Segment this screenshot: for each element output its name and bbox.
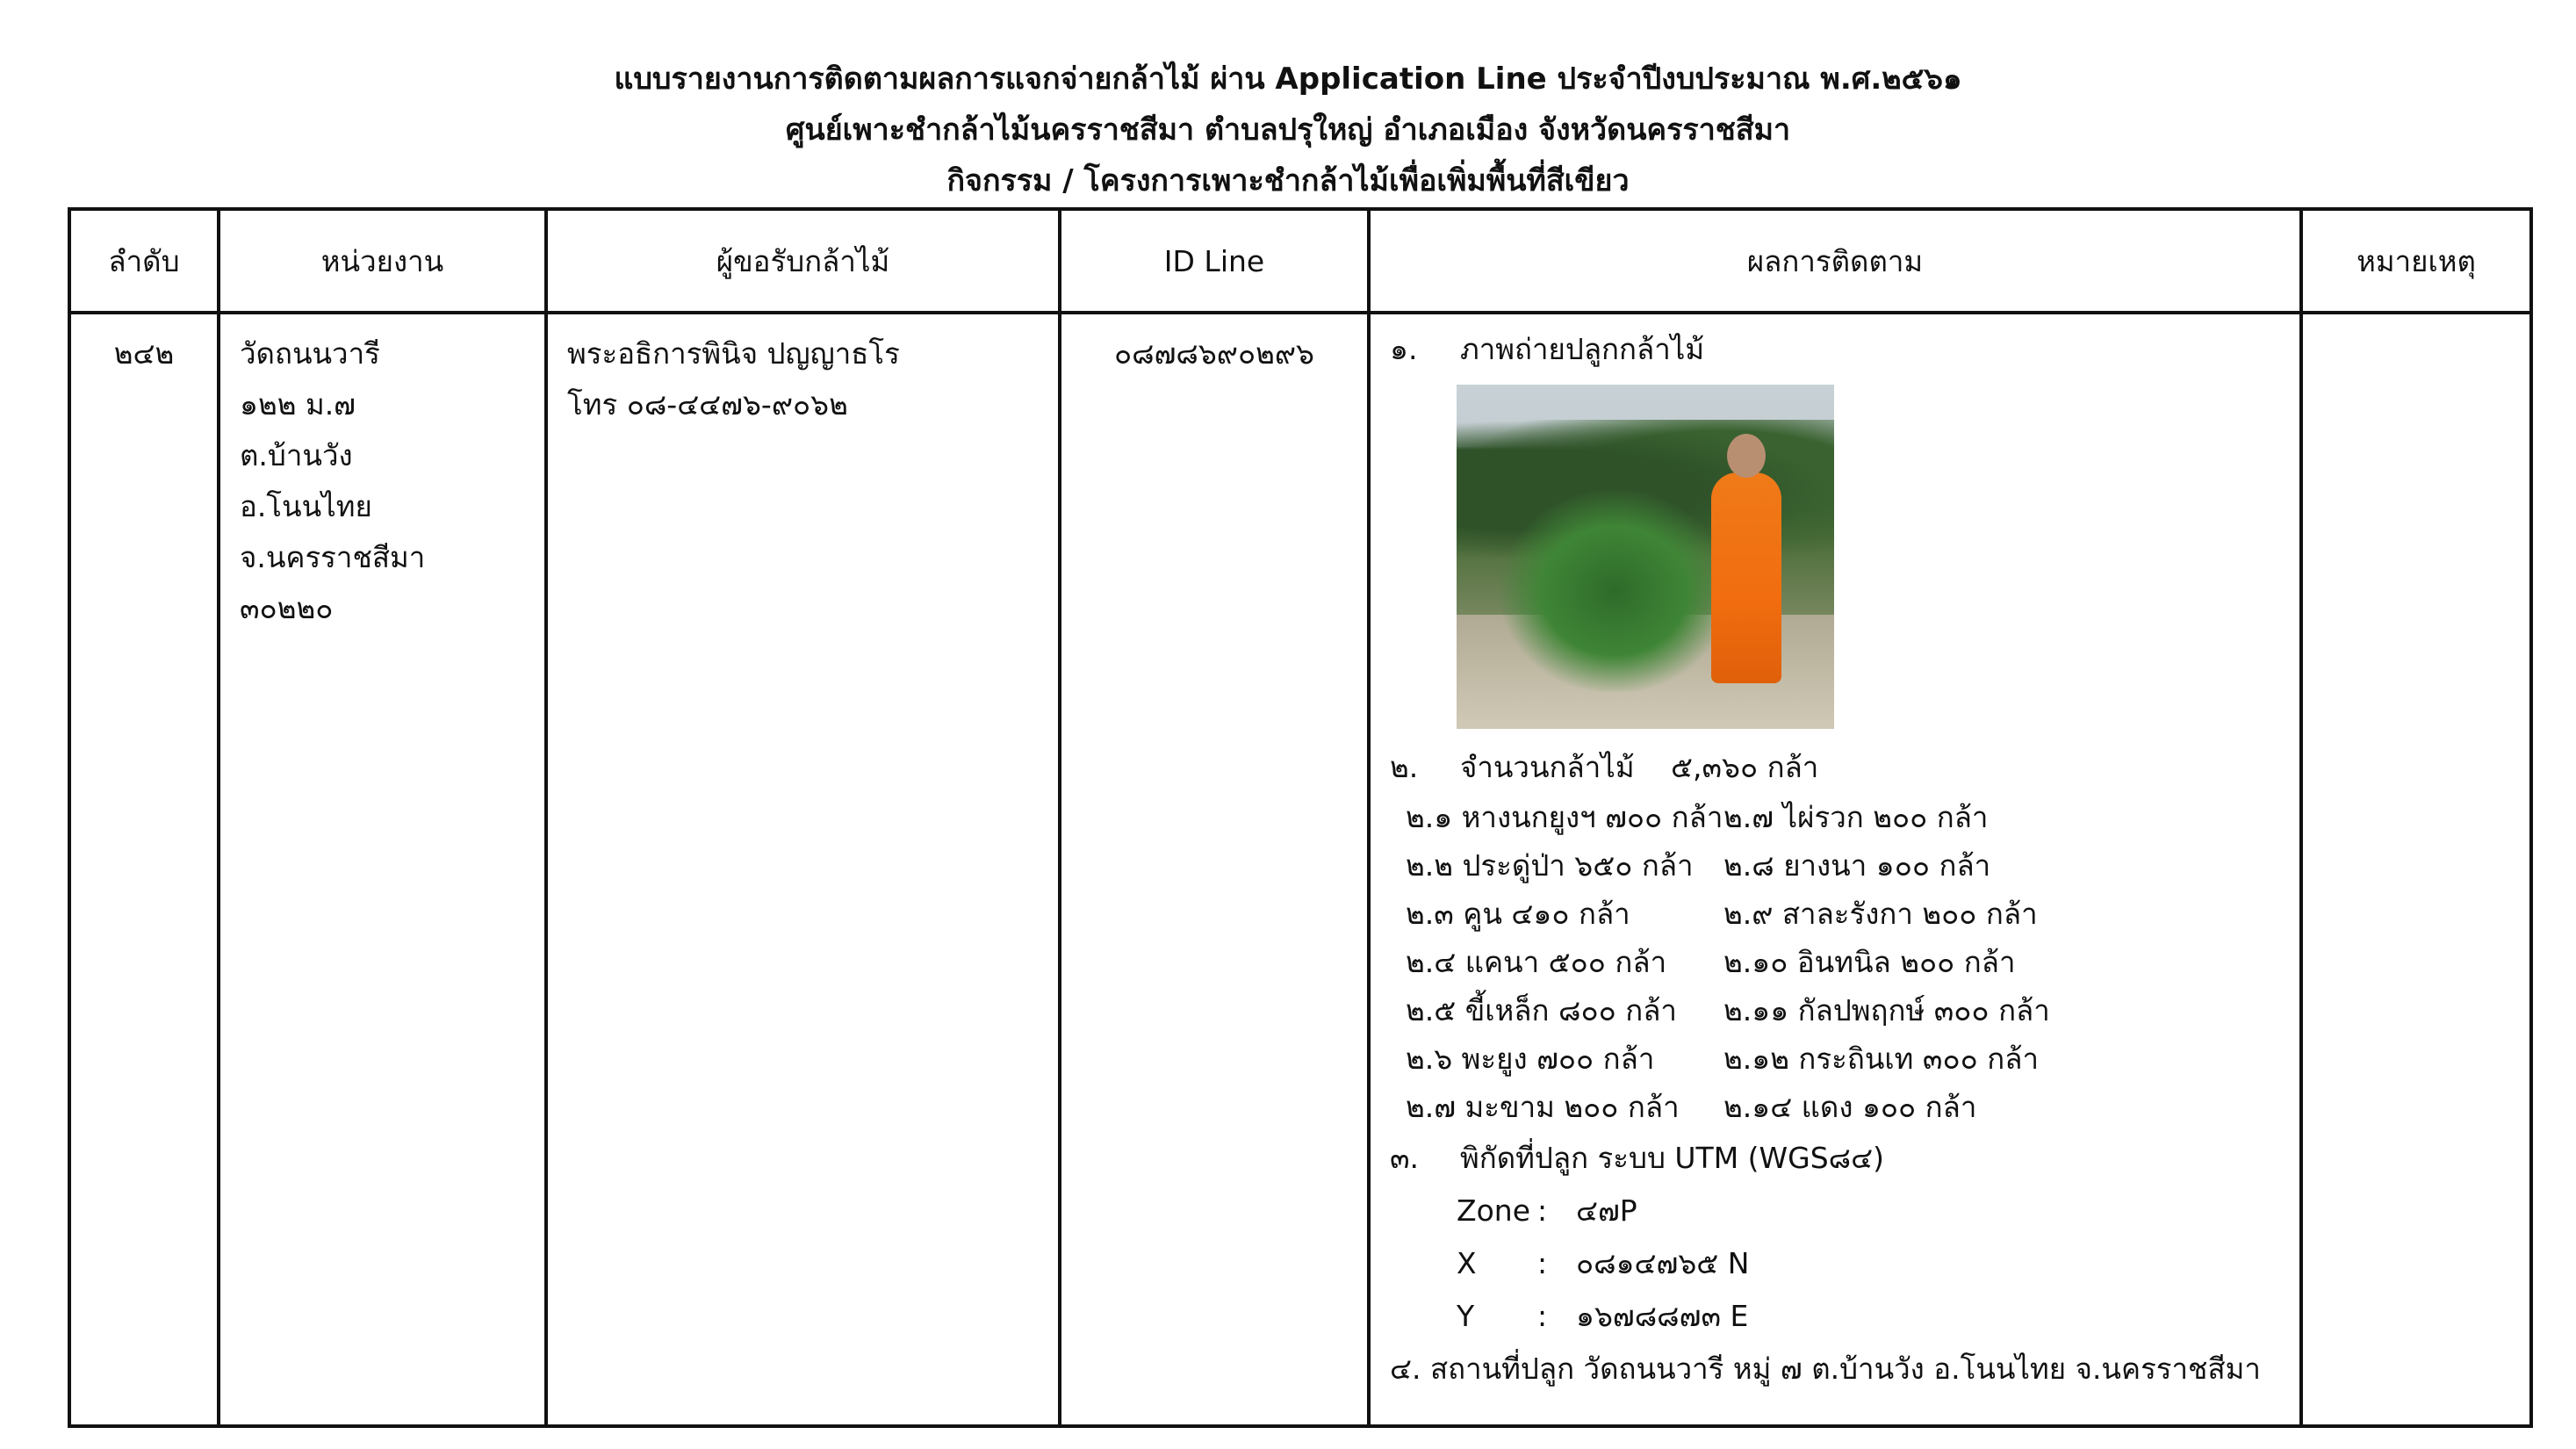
item-label: จำนวนกล้าไม้ (1460, 750, 1635, 784)
agency-cell (219, 313, 546, 1426)
item-number: ๓. (1390, 1141, 1420, 1175)
report-subtitle-activity: กิจกรรม / โครงการเพาะชำกล้าไม้เพื่อเพิ่มพื้นที่สีเขียว (946, 163, 1630, 198)
species-right: ๒.๑๒ กระถินเท ๓๐๐ กล้า (1723, 1042, 2039, 1076)
col-header-id-line: ID Line (1060, 209, 1369, 313)
note-cell (2301, 313, 2531, 1426)
agency-address-line: อ.โนนไทย (240, 489, 372, 523)
report-subtitle-center: ศูนย์เพาะชำกล้าไม้นครราชสีมา ตำบลปรุใหญ่ อำเภอเมือง จังหวัดนครราชสีมา (785, 112, 1791, 148)
col-header-note: หมายเหตุ (2301, 209, 2531, 313)
coordinate-value: ๔๗P (1576, 1193, 1637, 1228)
species-right: ๒.๑๔ แดง ๑๐๐ กล้า (1723, 1090, 1977, 1124)
item-number: ๒. (1390, 750, 1419, 784)
species-row (1390, 1035, 2284, 1084)
coordinate-key: X (1457, 1246, 1477, 1280)
species-right: ๒.๑๐ อินทนิล ๒๐๐ กล้า (1723, 945, 2016, 979)
id-line-cell (1060, 313, 1369, 1426)
agency-name: วัดถนนวารี (240, 336, 380, 371)
species-left: ๒.๔ แคนา ๕๐๐ กล้า (1406, 945, 1667, 979)
result-cell (1369, 313, 2301, 1426)
species-left: ๒.๓ คูน ๔๑๐ กล้า (1406, 897, 1630, 931)
agency-postcode: ๓๐๒๒๐ (240, 591, 334, 625)
col-header-result: ผลการติดตาม (1369, 209, 2301, 313)
order-cell (69, 313, 219, 1426)
agency-address-line: จ.นครราชสีมา (240, 540, 426, 574)
species-row (1390, 939, 2284, 987)
table-row (69, 313, 2531, 1426)
recipient-phone: โทร ๐๘-๔๔๗๖-๙๐๖๒ (567, 387, 848, 422)
result-item-seedling-count (1390, 741, 2284, 794)
species-right: ๒.๙ สาละรังกา ๒๐๐ กล้า (1723, 897, 2038, 931)
report-table (68, 207, 2533, 1428)
recipient-name: พระอธิการพินิจ ปญญาธโร (567, 336, 900, 371)
result-item-location (1390, 1343, 2284, 1395)
species-left: ๒.๕ ขี้เหล็ก ๘๐๐ กล้า (1406, 993, 1677, 1027)
col-header-recipient: ผู้ขอรับกล้าไม้ (546, 209, 1060, 313)
species-row (1390, 794, 2284, 842)
species-row (1390, 842, 2284, 890)
species-row (1390, 890, 2284, 939)
recipient-cell (546, 313, 1060, 1426)
species-left: ๒.๑ หางนกยูงฯ ๗๐๐ กล้า (1406, 800, 1723, 834)
order-number: ๒๔๒ (113, 336, 175, 371)
planting-location: ๔. สถานที่ปลูก วัดถนนวารี หมู่ ๗ ต.บ้านวัง อ.โนนไทย จ.นครราชสีมา (1390, 1352, 2261, 1386)
coordinate-key: Y (1457, 1299, 1475, 1333)
item-label: พิกัดที่ปลูก ระบบ UTM (WGS๘๔) (1460, 1141, 1884, 1175)
coordinate-value: ๐๘๑๔๗๖๕ N (1576, 1246, 1750, 1280)
coordinate-value: ๑๖๗๘๘๗๓ E (1576, 1299, 1749, 1333)
result-item-photo (1390, 323, 2284, 376)
species-right: ๒.๘ ยางนา ๑๐๐ กล้า (1723, 848, 1991, 883)
agency-address-line: ต.บ้านวัง (240, 438, 353, 472)
species-row (1390, 1084, 2284, 1132)
result-item-coordinates (1390, 1132, 2284, 1185)
seedling-total: ๕,๓๖๐ กล้า (1671, 750, 1819, 784)
planting-photo (1457, 385, 1834, 729)
species-left: ๒.๗ มะขาม ๒๐๐ กล้า (1406, 1090, 1680, 1124)
species-row (1390, 987, 2284, 1035)
coordinate-y: Y : ๑๖๗๘๘๗๓ E (1457, 1290, 2284, 1343)
item-label: ภาพถ่ายปลูกกล้าไม้ (1460, 332, 1705, 366)
col-header-order: ลำดับ (69, 209, 219, 313)
coordinate-zone: Zone : ๔๗P (1457, 1185, 2284, 1237)
report-title: แบบรายงานการติดตามผลการแจกจ่ายกล้าไม้ ผ่าน Application Line ประจำปีงบประมาณ พ.ศ.๒๕๖๑ (614, 61, 1962, 97)
species-right: ๒.๗ ไผ่รวก ๒๐๐ กล้า (1723, 800, 1989, 834)
species-left: ๒.๒ ประดู่ป่า ๖๕๐ กล้า (1406, 848, 1694, 883)
species-right: ๒.๑๑ กัลปพฤกษ์ ๓๐๐ กล้า (1723, 993, 2050, 1027)
item-number: ๑. (1390, 332, 1418, 366)
coordinate-key: Zone (1457, 1193, 1531, 1228)
coordinate-x: X : ๐๘๑๔๗๖๕ N (1457, 1237, 2284, 1290)
table-header-row (69, 209, 2531, 313)
col-header-agency: หน่วยงาน (219, 209, 546, 313)
agency-address-line: ๑๒๒ ม.๗ (240, 387, 356, 422)
species-left: ๒.๖ พะยูง ๗๐๐ กล้า (1406, 1042, 1655, 1076)
id-line-value: ๐๘๗๘๖๙๐๒๙๖ (1113, 336, 1314, 371)
